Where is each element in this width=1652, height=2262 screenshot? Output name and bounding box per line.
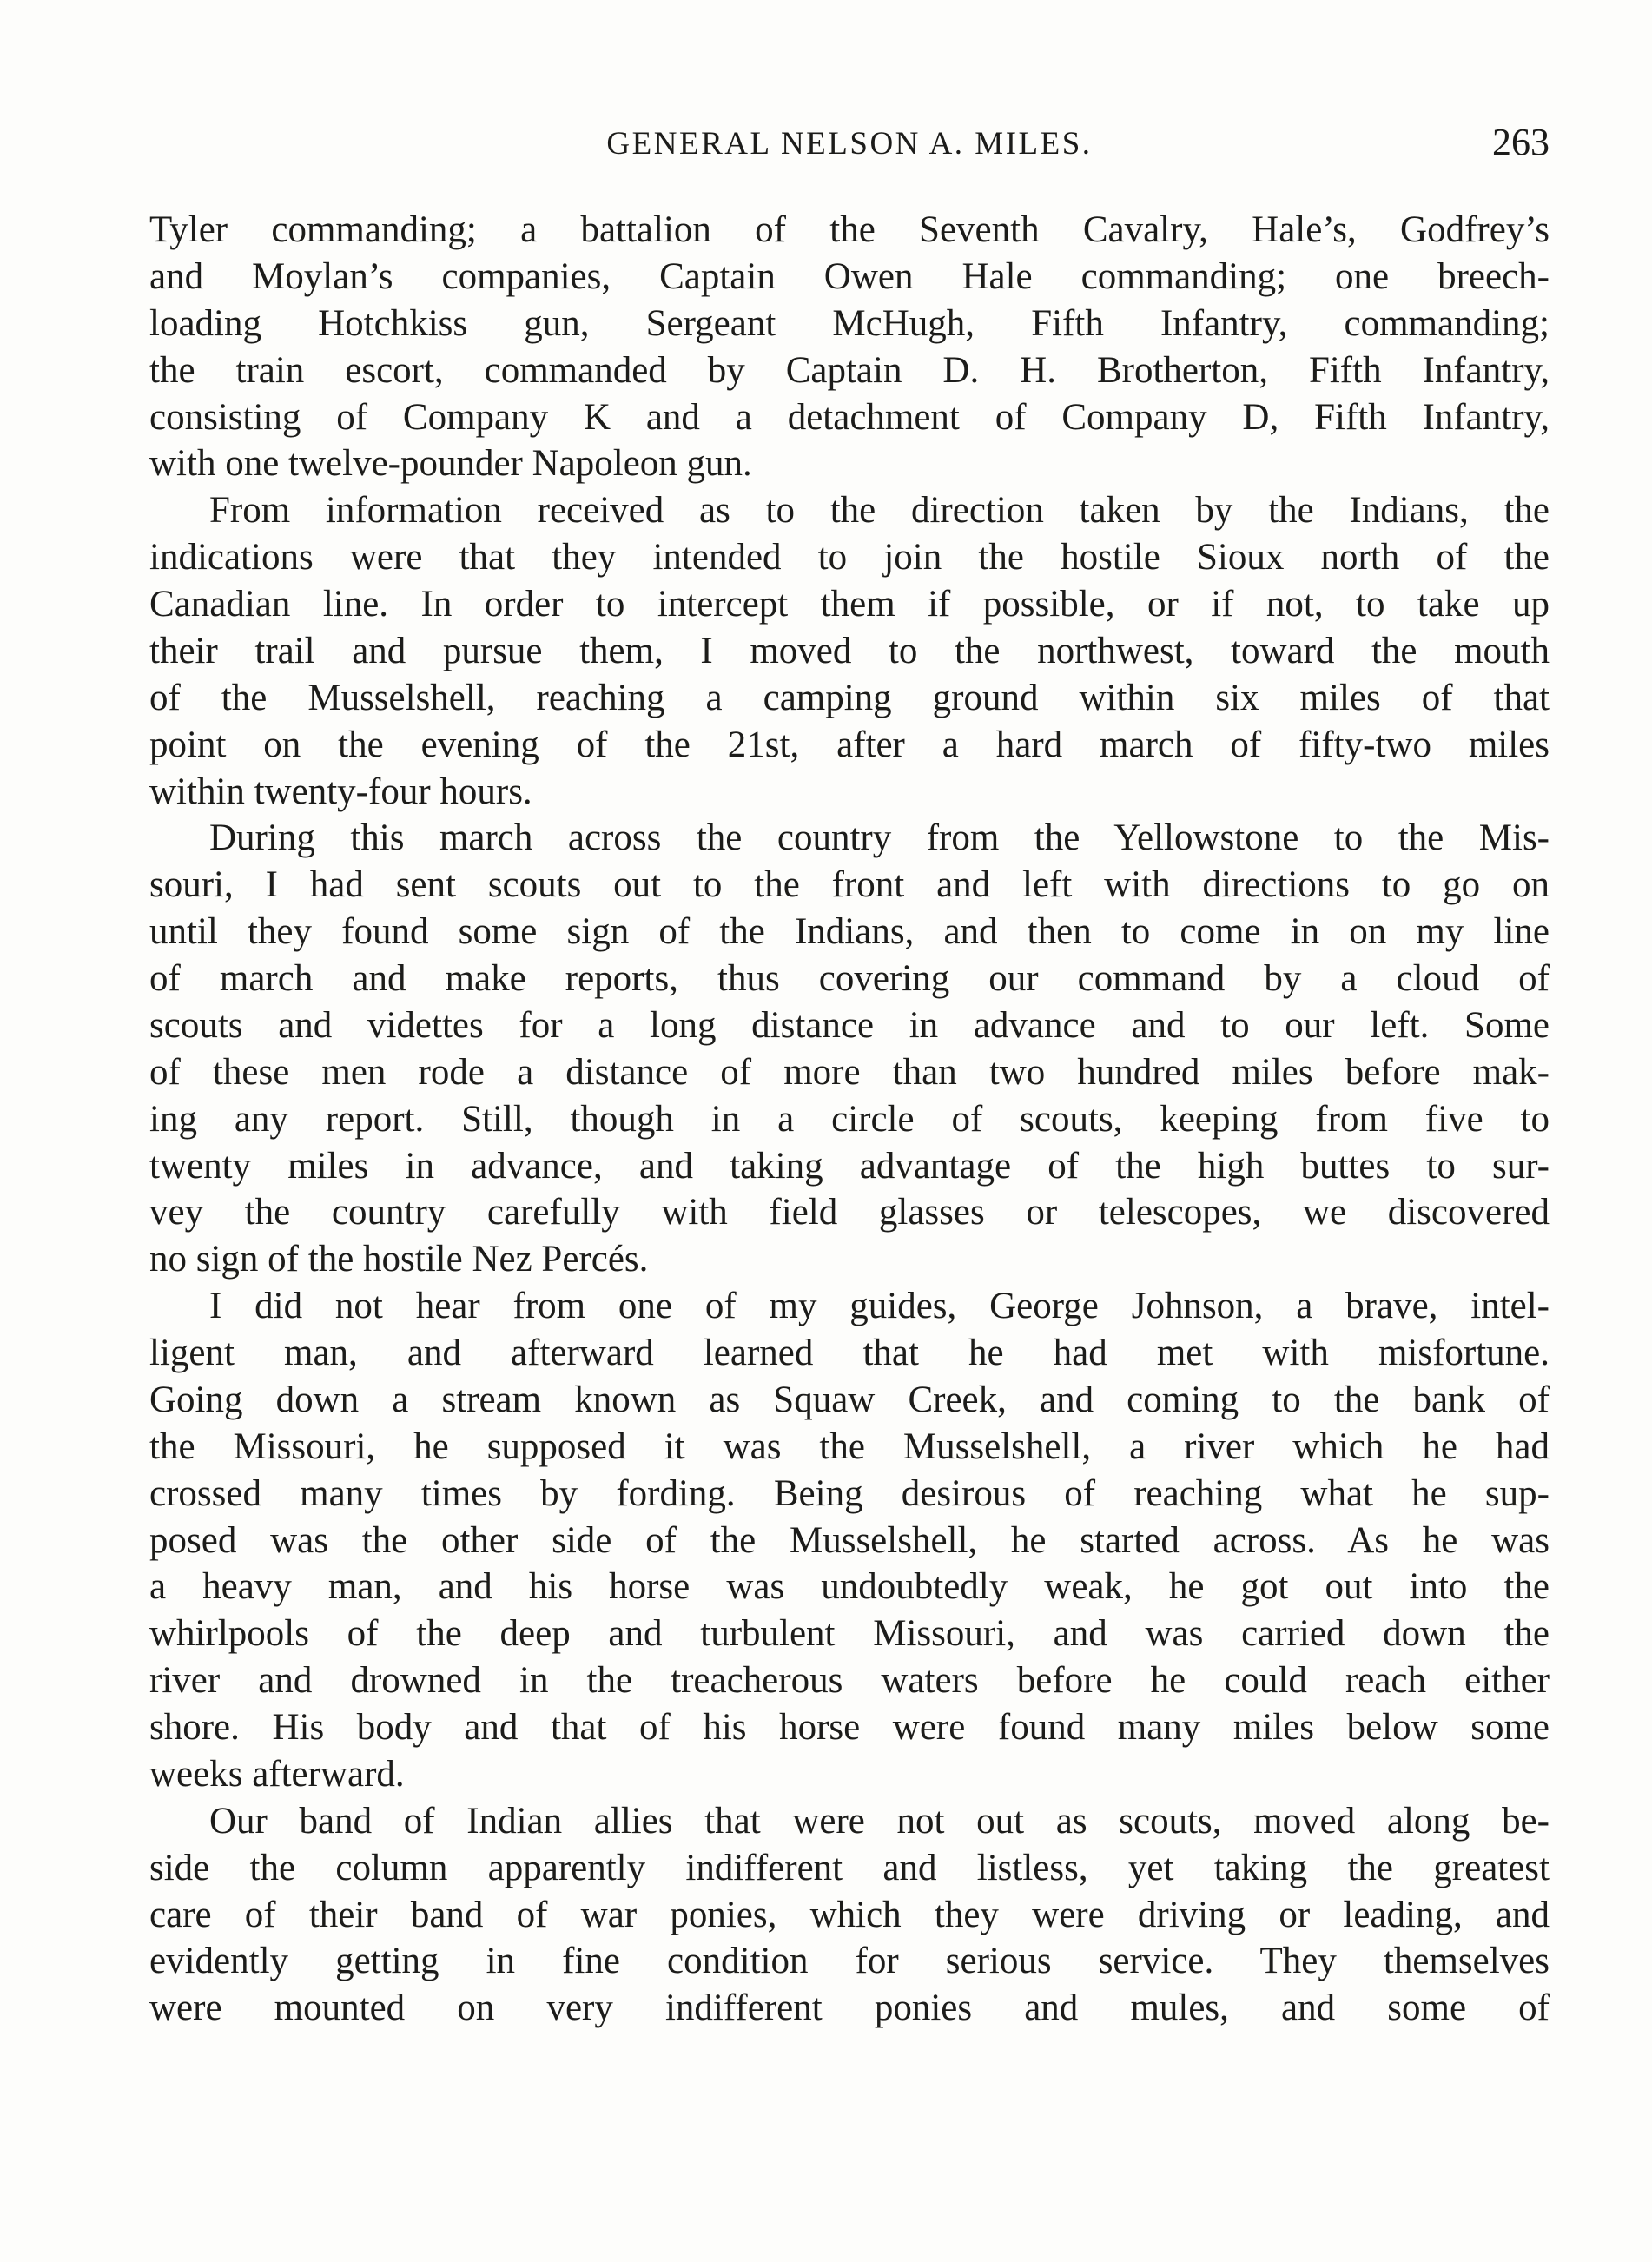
text-line: weeks afterward.	[149, 1753, 405, 1795]
text-line: a heavy man, and his horse was undoubtedly weak, he got out into the	[149, 1566, 1550, 1608]
text-line: with one twelve-pounder Napoleon gun.	[149, 443, 752, 485]
body-text	[149, 207, 1550, 2032]
text-line: within twenty-four hours.	[149, 771, 532, 812]
text-line: Going down a stream known as Squaw Creek, and coming to the bank of	[149, 1379, 1550, 1420]
text-line: shore. His body and that of his horse were found many miles below some	[149, 1707, 1550, 1748]
text-line: of march and make reports, thus covering our command by a cloud of	[149, 958, 1550, 999]
text-line: loading Hotchkiss gun, Sergeant McHugh, Fifth Infantry, commanding;	[149, 302, 1550, 344]
page-number: 263	[1492, 121, 1550, 163]
text-line: ing any report. Still, though in a circle of scouts, keeping from five to	[149, 1098, 1550, 1140]
text-line: posed was the other side of the Musselshell, he started across. As he was	[149, 1519, 1550, 1561]
text-line: vey the country carefully with field glasses or telescopes, we discovered	[149, 1192, 1550, 1234]
text-line: souri, I had sent scouts out to the front and left with directions to go on	[149, 864, 1550, 906]
text-line: and Moylan’s companies, Captain Owen Hale commanding; one breech-	[149, 255, 1550, 297]
text-line: I did not hear from one of my guides, George Johnson, a brave, intel-	[209, 1286, 1550, 1327]
text-line: their trail and pursue them, I moved to the northwest, toward the mouth	[149, 630, 1550, 671]
text-line: no sign of the hostile Nez Percés.	[149, 1239, 649, 1280]
text-line: the train escort, commanded by Captain D. H. Brotherton, Fifth Infantry,	[149, 349, 1550, 391]
text-line: Canadian line. In order to intercept them if possible, or if not, to take up	[149, 584, 1550, 625]
text-line: river and drowned in the treacherous waters before he could reach either	[149, 1660, 1550, 1702]
text-line: twenty miles in advance, and taking advantage of the high buttes to sur-	[149, 1145, 1550, 1187]
text-line: the Missouri, he supposed it was the Musselshell, a river which he had	[149, 1425, 1550, 1467]
text-line: scouts and videttes for a long distance in advance and to our left. Some	[149, 1004, 1550, 1046]
text-line: Tyler commanding; a battalion of the Seventh Cavalry, Hale’s, Godfrey’s	[149, 209, 1550, 250]
text-line: care of their band of war ponies, which they were driving or leading, and	[149, 1894, 1550, 1935]
text-line: consisting of Company K and a detachment of Company D, Fifth Infantry,	[149, 396, 1550, 438]
text-line: ligent man, and afterward learned that he had met with misfortune.	[149, 1333, 1550, 1373]
text-line: From information received as to the direction taken by the Indians, the	[209, 490, 1550, 532]
text-line: were mounted on very indifferent ponies and mules, and some of	[149, 1988, 1550, 2029]
text-line: Our band of Indian allies that were not out as scouts, moved along be-	[209, 1800, 1550, 1842]
text-line: of these men rode a distance of more than two hundred miles before mak-	[149, 1051, 1550, 1093]
text-line: whirlpools of the deep and turbulent Missouri, and was carried down the	[149, 1613, 1550, 1655]
text-line: During this march across the country from the Yellowstone to the Mis-	[209, 817, 1550, 859]
text-line: crossed many times by fording. Being desirous of reaching what he sup-	[149, 1472, 1550, 1514]
running-head	[149, 120, 1550, 172]
text-line: indications were that they intended to join the hostile Sioux north of the	[149, 537, 1550, 579]
running-title: GENERAL NELSON A. MILES.	[606, 126, 1093, 162]
text-line: point on the evening of the 21st, after a hard march of fifty-two miles	[149, 724, 1550, 765]
text-line: of the Musselshell, reaching a camping ground within six miles of that	[149, 677, 1550, 718]
text-line: until they found some sign of the Indians, and then to come in on my line	[149, 911, 1550, 953]
text-line: side the column apparently indifferent and listless, yet taking the greatest	[149, 1847, 1550, 1888]
text-line: evidently getting in fine condition for serious service. They themselves	[149, 1941, 1550, 1982]
